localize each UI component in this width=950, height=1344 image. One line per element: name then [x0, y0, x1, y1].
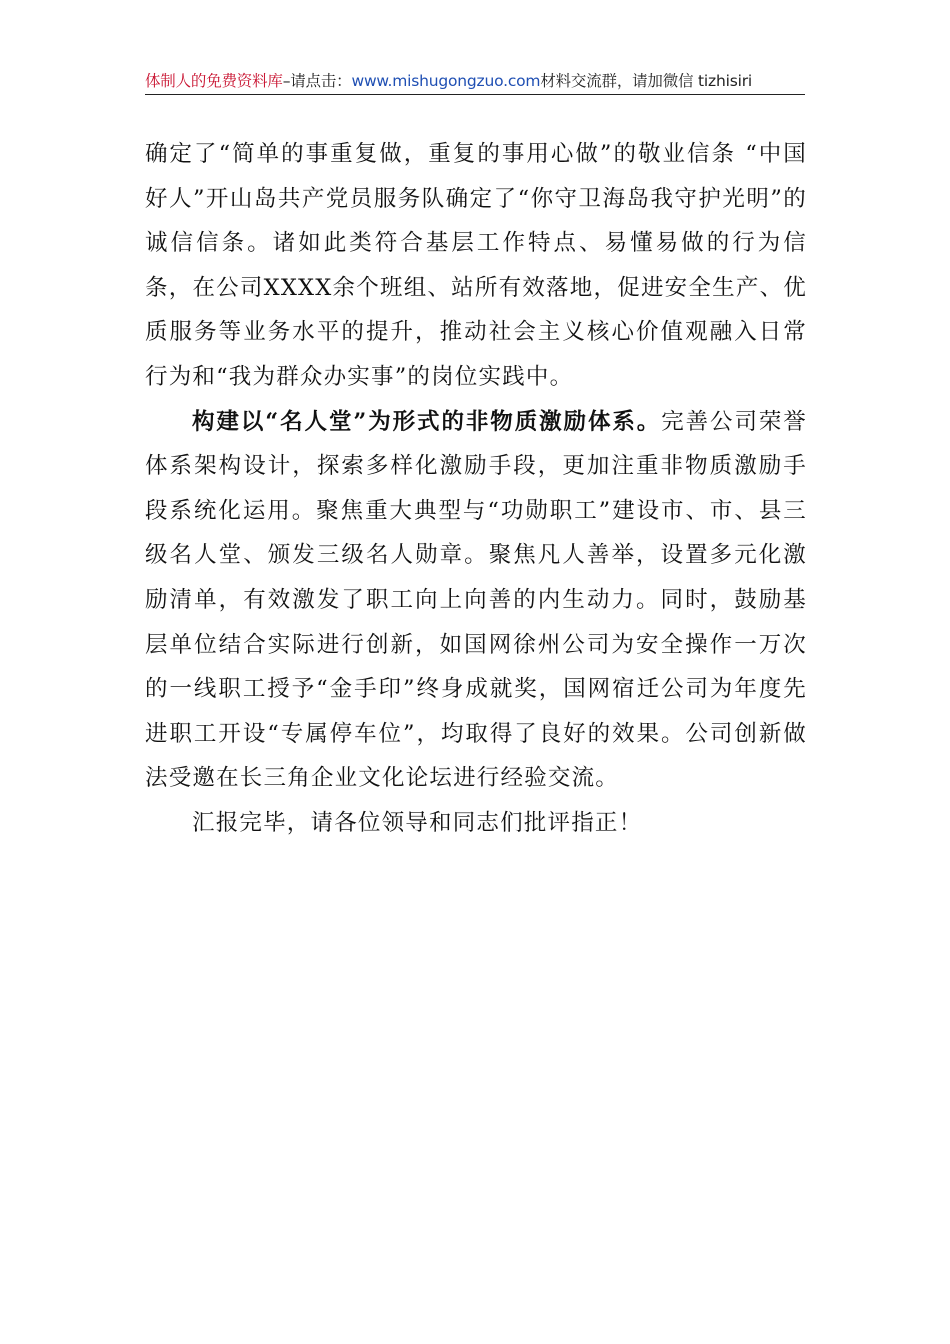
closing-paragraph: 汇报完毕，请各位领导和同志们批评指正！: [192, 809, 643, 836]
paragraph-2: [145, 400, 807, 801]
document-body: [145, 132, 807, 846]
paragraph-2-body: 完善公司荣誉体系架构设计，探索多样化激励手段，更加注重非物质激励手段系统化运用。聚焦重大典型与“功勋职工”建设市、市、县三级名人堂、颁发三级名人勋章。聚焦凡人善举，设置多元化激励清单，有效激发了职工向上向善的内生动力。同时，鼓励基层单位结合实际进行创新，如国网徐州公司为安全操作一万次的一线职工授予“金手印”终身成就奖，国网宿迁公司为年度先进职工开设“专属停车位”，均取得了良好的效果。公司创新做法受邀在长三角企业文化论坛进行经验交流。: [145, 408, 808, 792]
header-url-link[interactable]: www.mishugongzuo.com: [351, 72, 541, 90]
header-prompt: –请点击：: [282, 72, 352, 90]
page-header: [145, 68, 805, 95]
paragraph-2-heading: 构建以“名人堂”为形式的非物质激励体系。: [192, 408, 662, 435]
header-suffix: 材料交流群，请加微信 tizhisiri: [540, 72, 752, 90]
paragraph-1: 确定了“简单的事重复做，重复的事用心做”的敬业信条 “中国好人”开山岛共产党员服务队确定了“你守卫海岛我守护光明”的诚信信条。诸如此类符合基层工作特点、易懂易做的行为信条，在公司XXXX余个班组、站所有效落地，促进安全生产、优质服务等业务水平的提升，推动社会主义核心价值观融入日常行为和“我为群众办实事”的岗位实践中。: [145, 141, 807, 390]
header-site-name: 体制人的免费资料库: [145, 72, 283, 90]
